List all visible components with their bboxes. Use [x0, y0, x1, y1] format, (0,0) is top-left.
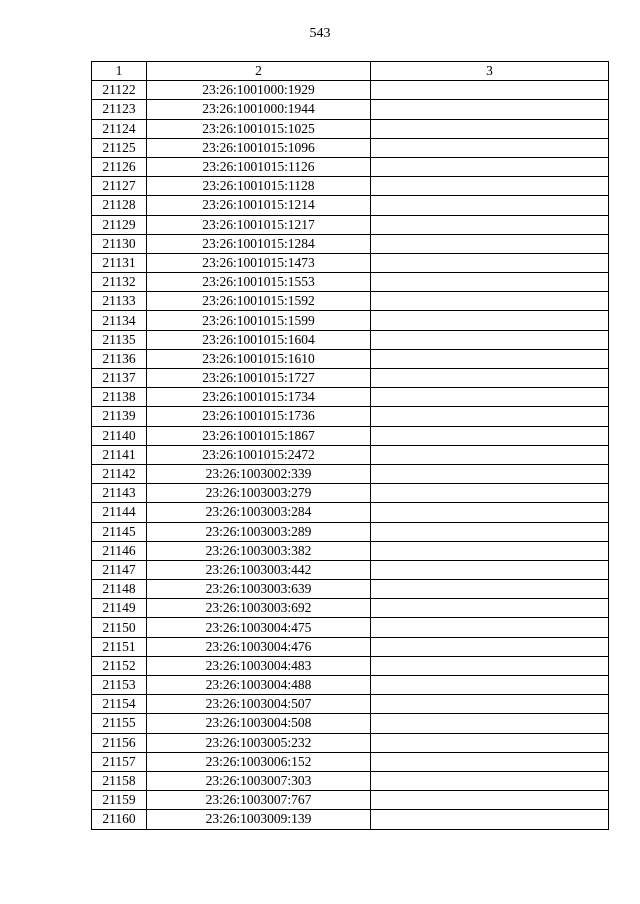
- cadastral-number-cell: 23:26:1001015:1604: [147, 330, 371, 349]
- table-row: [92, 273, 609, 292]
- note-cell: [371, 445, 609, 464]
- cadastral-number-cell: 23:26:1001015:1284: [147, 234, 371, 253]
- note-cell: [371, 234, 609, 253]
- table-row: [92, 388, 609, 407]
- row-number-cell: 21124: [92, 119, 147, 138]
- cadastral-number-cell: 23:26:1001015:1128: [147, 177, 371, 196]
- cadastral-number-cell: 23:26:1003004:488: [147, 676, 371, 695]
- row-number-cell: 21147: [92, 560, 147, 579]
- cadastral-number-cell: 23:26:1001015:1217: [147, 215, 371, 234]
- cadastral-number-cell: 23:26:1003003:639: [147, 580, 371, 599]
- table-row: [92, 522, 609, 541]
- cadastral-number-cell: 23:26:1003005:232: [147, 733, 371, 752]
- table-row: [92, 196, 609, 215]
- cadastral-number-cell: 23:26:1001015:1867: [147, 426, 371, 445]
- table-row: [92, 426, 609, 445]
- note-cell: [371, 273, 609, 292]
- cadastral-number-cell: 23:26:1001015:1126: [147, 157, 371, 176]
- table-row: [92, 330, 609, 349]
- note-cell: [371, 81, 609, 100]
- cadastral-number-cell: 23:26:1003007:767: [147, 791, 371, 810]
- note-cell: [371, 349, 609, 368]
- row-number-cell: 21146: [92, 541, 147, 560]
- cadastral-number-cell: 23:26:1003003:279: [147, 484, 371, 503]
- note-cell: [371, 484, 609, 503]
- row-number-cell: 21133: [92, 292, 147, 311]
- table-row: [92, 177, 609, 196]
- note-cell: [371, 157, 609, 176]
- table-row: [92, 810, 609, 829]
- cadastral-number-cell: 23:26:1001015:1734: [147, 388, 371, 407]
- row-number-cell: 21151: [92, 637, 147, 656]
- table-row: [92, 253, 609, 272]
- row-number-cell: 21158: [92, 771, 147, 790]
- table-header: [92, 62, 609, 81]
- row-number-cell: 21135: [92, 330, 147, 349]
- table-row: [92, 407, 609, 426]
- row-number-cell: 21126: [92, 157, 147, 176]
- row-number-cell: 21134: [92, 311, 147, 330]
- row-number-cell: 21157: [92, 752, 147, 771]
- note-cell: [371, 733, 609, 752]
- cadastral-number-cell: 23:26:1003003:692: [147, 599, 371, 618]
- note-cell: [371, 369, 609, 388]
- note-cell: [371, 541, 609, 560]
- row-number-cell: 21130: [92, 234, 147, 253]
- note-cell: [371, 810, 609, 829]
- note-cell: [371, 599, 609, 618]
- table-row: [92, 138, 609, 157]
- data-table: [91, 61, 609, 830]
- note-cell: [371, 656, 609, 675]
- column-header-3: 3: [371, 62, 609, 81]
- cadastral-number-cell: 23:26:1001015:2472: [147, 445, 371, 464]
- row-number-cell: 21128: [92, 196, 147, 215]
- table-row: [92, 292, 609, 311]
- row-number-cell: 21149: [92, 599, 147, 618]
- row-number-cell: 21136: [92, 349, 147, 368]
- note-cell: [371, 791, 609, 810]
- note-cell: [371, 292, 609, 311]
- cadastral-number-cell: 23:26:1001015:1736: [147, 407, 371, 426]
- table-row: [92, 580, 609, 599]
- table-body: [92, 81, 609, 829]
- row-number-cell: 21144: [92, 503, 147, 522]
- row-number-cell: 21145: [92, 522, 147, 541]
- table-row: [92, 234, 609, 253]
- cadastral-number-cell: 23:26:1003004:508: [147, 714, 371, 733]
- cadastral-number-cell: 23:26:1001015:1599: [147, 311, 371, 330]
- table-row: [92, 369, 609, 388]
- row-number-cell: 21125: [92, 138, 147, 157]
- cadastral-number-cell: 23:26:1003004:475: [147, 618, 371, 637]
- row-number-cell: 21138: [92, 388, 147, 407]
- row-number-cell: 21155: [92, 714, 147, 733]
- cadastral-number-cell: 23:26:1001015:1096: [147, 138, 371, 157]
- table-row: [92, 503, 609, 522]
- row-number-cell: 21140: [92, 426, 147, 445]
- row-number-cell: 21127: [92, 177, 147, 196]
- table-row: [92, 791, 609, 810]
- note-cell: [371, 311, 609, 330]
- table-row: [92, 637, 609, 656]
- note-cell: [371, 637, 609, 656]
- cadastral-number-cell: 23:26:1003009:139: [147, 810, 371, 829]
- table-row: [92, 599, 609, 618]
- note-cell: [371, 388, 609, 407]
- table-row: [92, 714, 609, 733]
- note-cell: [371, 426, 609, 445]
- table-row: [92, 157, 609, 176]
- note-cell: [371, 580, 609, 599]
- note-cell: [371, 407, 609, 426]
- table-row: [92, 656, 609, 675]
- cadastral-number-cell: 23:26:1003003:284: [147, 503, 371, 522]
- note-cell: [371, 522, 609, 541]
- cadastral-number-cell: 23:26:1003002:339: [147, 464, 371, 483]
- table-row: [92, 771, 609, 790]
- cadastral-number-cell: 23:26:1001015:1025: [147, 119, 371, 138]
- note-cell: [371, 771, 609, 790]
- table-row: [92, 560, 609, 579]
- row-number-cell: 21132: [92, 273, 147, 292]
- row-number-cell: 21159: [92, 791, 147, 810]
- table-row: [92, 349, 609, 368]
- row-number-cell: 21141: [92, 445, 147, 464]
- header-row: [92, 62, 609, 81]
- note-cell: [371, 253, 609, 272]
- cadastral-number-cell: 23:26:1003003:382: [147, 541, 371, 560]
- cadastral-number-cell: 23:26:1003003:442: [147, 560, 371, 579]
- row-number-cell: 21139: [92, 407, 147, 426]
- note-cell: [371, 695, 609, 714]
- table-row: [92, 311, 609, 330]
- table-row: [92, 464, 609, 483]
- table-row: [92, 618, 609, 637]
- cadastral-number-cell: 23:26:1001015:1214: [147, 196, 371, 215]
- page-number: 543: [309, 26, 331, 41]
- note-cell: [371, 618, 609, 637]
- row-number-cell: 21152: [92, 656, 147, 675]
- row-number-cell: 21160: [92, 810, 147, 829]
- row-number-cell: 21142: [92, 464, 147, 483]
- row-number-cell: 21137: [92, 369, 147, 388]
- note-cell: [371, 177, 609, 196]
- cadastral-number-cell: 23:26:1001015:1610: [147, 349, 371, 368]
- cadastral-number-cell: 23:26:1003006:152: [147, 752, 371, 771]
- cadastral-number-cell: 23:26:1001015:1473: [147, 253, 371, 272]
- table-row: [92, 541, 609, 560]
- note-cell: [371, 752, 609, 771]
- table-row: [92, 752, 609, 771]
- row-number-cell: 21156: [92, 733, 147, 752]
- table-row: [92, 100, 609, 119]
- cadastral-number-cell: 23:26:1001015:1592: [147, 292, 371, 311]
- table-row: [92, 733, 609, 752]
- row-number-cell: 21123: [92, 100, 147, 119]
- cadastral-number-cell: 23:26:1003007:303: [147, 771, 371, 790]
- note-cell: [371, 330, 609, 349]
- note-cell: [371, 100, 609, 119]
- note-cell: [371, 714, 609, 733]
- note-cell: [371, 676, 609, 695]
- table-row: [92, 445, 609, 464]
- table-row: [92, 81, 609, 100]
- cadastral-number-cell: 23:26:1003004:483: [147, 656, 371, 675]
- row-number-cell: 21131: [92, 253, 147, 272]
- note-cell: [371, 503, 609, 522]
- table-row: [92, 695, 609, 714]
- row-number-cell: 21148: [92, 580, 147, 599]
- cadastral-number-cell: 23:26:1001000:1929: [147, 81, 371, 100]
- row-number-cell: 21122: [92, 81, 147, 100]
- cadastral-number-cell: 23:26:1003003:289: [147, 522, 371, 541]
- row-number-cell: 21153: [92, 676, 147, 695]
- note-cell: [371, 560, 609, 579]
- row-number-cell: 21129: [92, 215, 147, 234]
- table-row: [92, 676, 609, 695]
- cadastral-number-cell: 23:26:1001015:1727: [147, 369, 371, 388]
- note-cell: [371, 464, 609, 483]
- table-row: [92, 119, 609, 138]
- row-number-cell: 21143: [92, 484, 147, 503]
- cadastral-number-cell: 23:26:1003004:507: [147, 695, 371, 714]
- cadastral-number-cell: 23:26:1001000:1944: [147, 100, 371, 119]
- column-header-2: 2: [147, 62, 371, 81]
- column-header-1: 1: [92, 62, 147, 81]
- table-row: [92, 215, 609, 234]
- note-cell: [371, 138, 609, 157]
- cadastral-number-cell: 23:26:1003004:476: [147, 637, 371, 656]
- cadastral-number-cell: 23:26:1001015:1553: [147, 273, 371, 292]
- note-cell: [371, 196, 609, 215]
- note-cell: [371, 119, 609, 138]
- note-cell: [371, 215, 609, 234]
- row-number-cell: 21150: [92, 618, 147, 637]
- table-row: [92, 484, 609, 503]
- row-number-cell: 21154: [92, 695, 147, 714]
